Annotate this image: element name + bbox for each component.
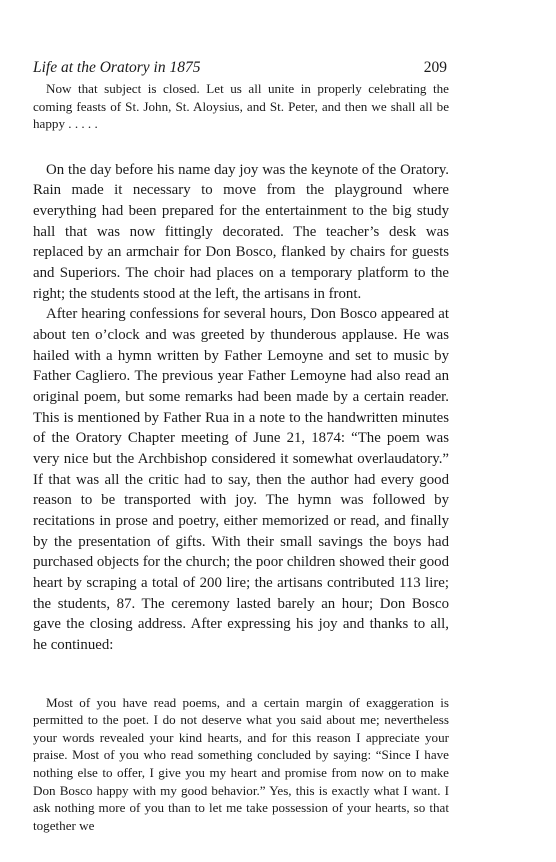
narrative-paragraph-name-day: On the day before his name day joy was the keynote of the Oratory. Rain made it necessary to move from the playground where everything had been prepared for the entertainment to the big study hall that was now fittingly decorated. The teacher’s desk was replaced by an armchair for Don Bosco, flanked by chairs for guests and Superiors. The choir had places on a temporary platform to the right; the students stood at the left, the artisans in front. xyxy=(33,161,449,302)
quoted-paragraph-closing: Now that subject is closed. Let us all unite in properly celebrating the coming feasts of St. John, St. Aloysius, and St. Peter, and then we shall all be happy . . . . . xyxy=(33,81,449,132)
page-number: 209 xyxy=(423,59,447,76)
narrative-paragraph-ceremony: After hearing confessions for several hours, Don Bosco appeared at about ten o’clock and was greeted by thunderous applause. He was hailed with a hymn written by Father Lemoyne and set to music by Father Cagliero. The previous year Father Lemoyne had also read an original poem, but some remarks had been made by a certain reader. This is mentioned by Father Rua in a note to the handwritten minutes of the Oratory Chapter meeting of June 21, 1874: “The poem was very nice but the Archbishop considered it somewhat overlaudatory.” If that was all the critic had to say, then the author had every good reason to be transported with joy. The hymn was followed by recitations in prose and poetry, either memorized or read, and finally by the presentation of gifts. With their small savings the boys had purchased objects for the church; the poor children showed their good heart by scraping a total of 200 lire; the artisans contributed 113 lire; the students, 87. The ceremony lasted barely an hour; Don Bosco gave the closing address. After expressing his joy and thanks to all, he continued: xyxy=(33,306,449,653)
page-content xyxy=(33,58,449,834)
quoted-paragraph-address: Most of you have read poems, and a certain margin of exaggeration is permitted to the poet. I do not deserve what you said about me; nevertheless your words revealed your kind hearts, and for this reason I appreciate your praise. Most of you who read something concluded by saying: “Since I have nothing else to offer, I give you my heart and promise from now on to make Don Bosco happy with my good behavior.” Yes, this is exactly what I want. I ask nothing more of you than to let me take possession of your hearts, so that together we xyxy=(33,694,449,833)
running-head xyxy=(33,58,449,78)
running-title: Life at the Oratory in 1875 xyxy=(33,59,201,76)
